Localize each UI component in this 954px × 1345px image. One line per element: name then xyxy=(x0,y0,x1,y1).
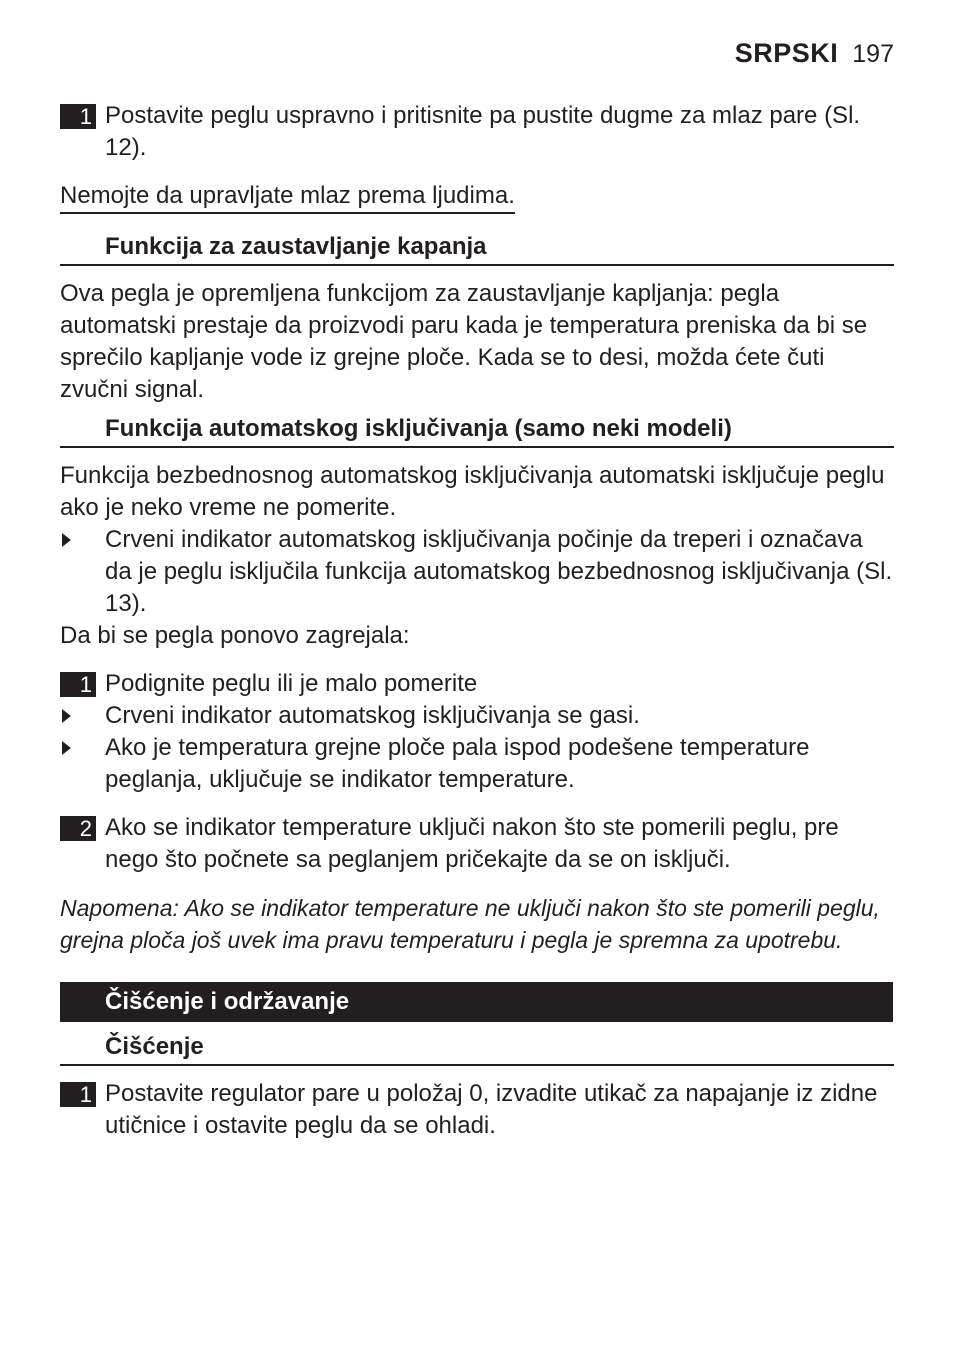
step-text: Postavite regulator pare u položaj 0, izvadite utikač za napajanje iz zidne utičnice i ostavite peglu da se ohladi. xyxy=(105,1080,878,1139)
subsection-heading-cleaning: Čišćenje xyxy=(60,1032,894,1066)
warning-block xyxy=(60,180,894,214)
step-item xyxy=(60,812,894,876)
step-text: Postavite peglu uspravno i pritisnite pa pustite dugme za mlaz pare (Sl. 12). xyxy=(105,102,861,161)
step-item xyxy=(60,100,894,164)
step-number: 1 xyxy=(60,672,96,697)
reheat-intro: Da bi se pegla ponovo zagrejala: xyxy=(60,622,410,649)
page-header xyxy=(735,38,894,69)
step-text: Podignite peglu ili je malo pomerite xyxy=(105,670,478,697)
drip-stop-description: Ova pegla je opremljena funkcijom za zaustavljanje kapljanja: pegla automatski prestaje da proizvodi paru kada je temperatura preniska da bi se sprečilo kapljanje vode iz grejne ploče. Kada se to desi, možda ćete čuti zvučni signal. xyxy=(60,280,868,403)
warning-text: Nemojte da upravljate mlaz prema ljudima. xyxy=(60,180,515,214)
bullet-arrow-icon xyxy=(60,700,105,732)
bullet-arrow-icon xyxy=(60,524,105,620)
section-heading-auto-off: Funkcija automatskog isključivanja (samo neki modeli) xyxy=(60,414,894,448)
bullet-arrow-icon xyxy=(60,732,105,796)
section-heading-cleaning: Čišćenje i održavanje xyxy=(60,982,893,1022)
language-label: SRPSKI xyxy=(734,38,839,68)
bullet-item xyxy=(60,700,894,732)
note-text: Napomena: Ako se indikator temperature ne uključi nakon što ste pomerili peglu, grejna ploča još uvek ima pravu temperaturu i pegla je spremna za upotrebu. xyxy=(60,895,880,953)
bullet-text: Crveni indikator automatskog isključivanja se gasi. xyxy=(105,702,640,729)
step-item xyxy=(60,1078,894,1142)
page-number: 197 xyxy=(852,40,894,68)
step-number: 1 xyxy=(60,104,96,129)
bullet-text: Crveni indikator automatskog isključivanja počinje da treperi i označava da je peglu isključila funkcija automatskog bezbednosnog isključivanja (Sl. 13). xyxy=(105,526,893,617)
auto-off-description: Funkcija bezbednosnog automatskog isključivanja automatski isključuje peglu ako je neko vreme ne pomerite. xyxy=(60,462,885,521)
page-content xyxy=(60,100,894,1142)
bullet-item xyxy=(60,732,894,796)
step-text: Ako se indikator temperature uključi nakon što ste pomerili peglu, pre nego što počnete sa peglanjem pričekajte da se on isključi. xyxy=(105,814,839,873)
step-number: 1 xyxy=(60,1082,96,1107)
bullet-item xyxy=(60,524,894,620)
bullet-text: Ako je temperatura grejne ploče pala ispod podešene temperature peglanja, uključuje se indikator temperature. xyxy=(105,734,810,793)
section-heading-drip-stop: Funkcija za zaustavljanje kapanja xyxy=(60,232,894,266)
step-item xyxy=(60,668,894,700)
step-number: 2 xyxy=(60,816,96,841)
